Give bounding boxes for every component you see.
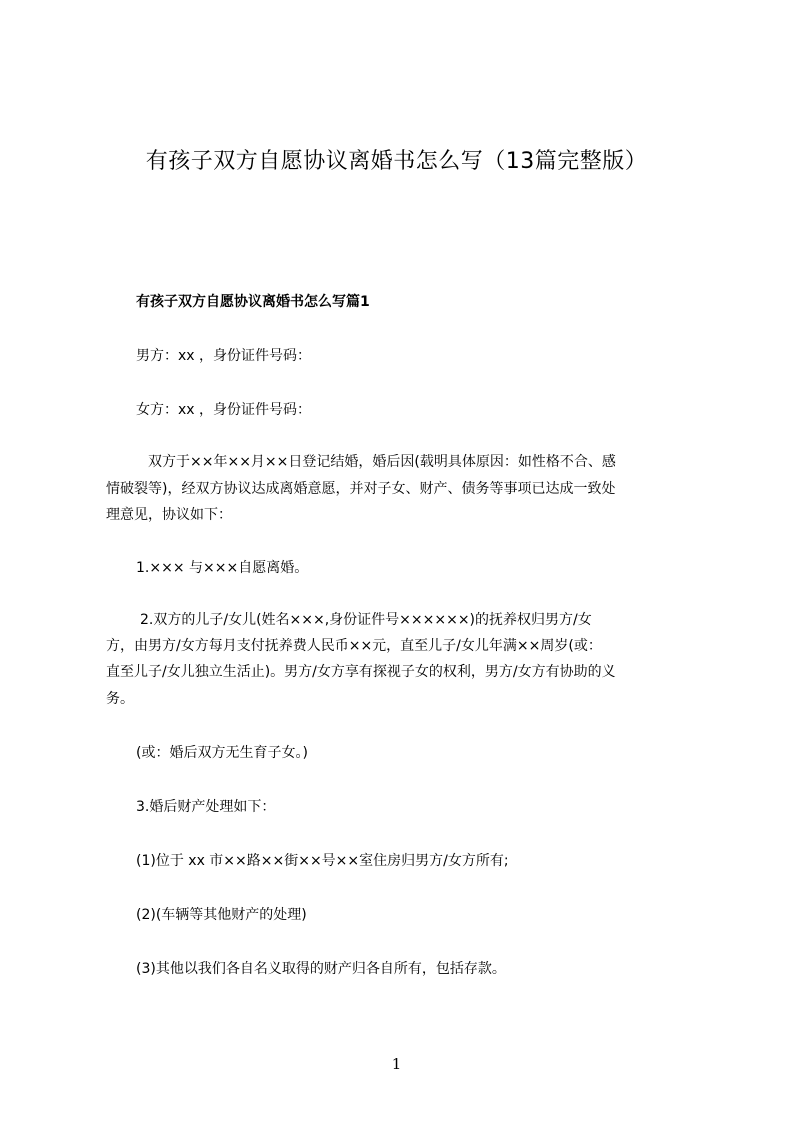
- female-party-line: 女方：xx ，身份证件号码：: [136, 402, 312, 418]
- agreement-item-2-line-1: 2.双方的儿子/女儿(姓名×××,身份证件号××××××)的抚养权归男方/女: [140, 612, 592, 628]
- alternate-note: (或：婚后双方无生育子女。): [136, 745, 308, 761]
- agreement-item-2-line-3: 直至儿子/女儿独立生活止)。男方/女方享有探视子女的权利，男方/女方有协助的义: [106, 664, 616, 680]
- agreement-item-3: 3.婚后财产处理如下：: [136, 799, 276, 815]
- intro-line-1: 双方于××年××月××日登记结婚，婚后因(载明具体原因：如性格不合、感: [148, 454, 616, 470]
- page-number: 1: [391, 1055, 402, 1073]
- intro-line-3: 理意见，协议如下：: [106, 507, 232, 523]
- intro-line-2: 情破裂等)，经双方协议达成离婚意愿，并对子女、财产、债务等事项已达成一致处: [106, 481, 616, 497]
- agreement-item-1: 1.××× 与×××自愿离婚。: [136, 560, 309, 576]
- section-heading: 有孩子双方自愿协议离婚书怎么写篇1: [136, 294, 370, 310]
- agreement-item-2-line-2: 方，由男方/女方每月支付抚养费人民币××元，直至儿子/女儿年满××周岁(或：: [106, 638, 602, 654]
- property-sub-item-2: (2)(车辆等其他财产的处理): [136, 907, 307, 923]
- document-title: 有孩子双方自愿协议离婚书怎么写（13篇完整版）: [145, 149, 648, 174]
- property-sub-item-1: (1)位于 xx 市××路××街××号××室住房归男方/女方所有;: [136, 853, 509, 869]
- male-party-line: 男方：xx ，身份证件号码：: [136, 348, 312, 364]
- agreement-item-2-line-4: 务。: [106, 691, 134, 707]
- property-sub-item-3: (3)其他以我们各自名义取得的财产归各自所有，包括存款。: [136, 961, 506, 977]
